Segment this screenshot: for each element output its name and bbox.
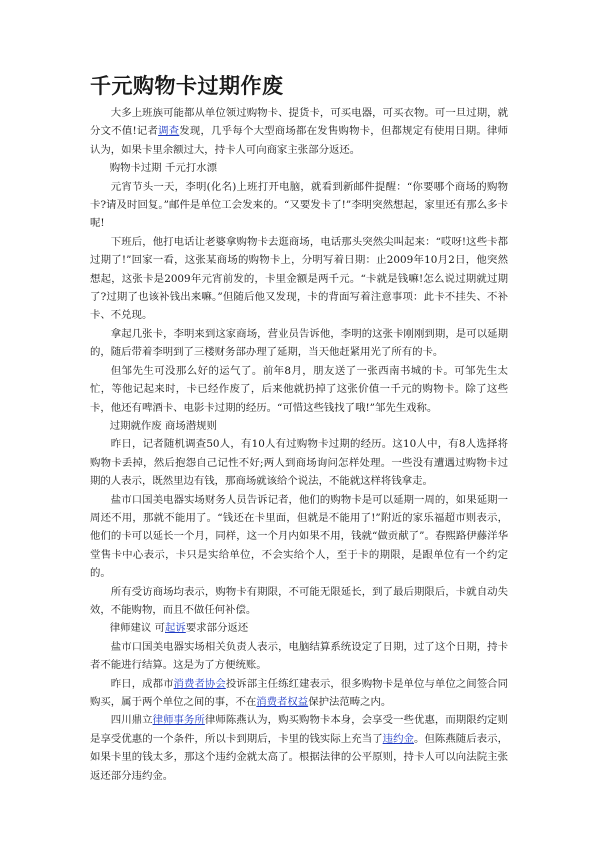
paragraph-text: 律师陈燕认为，购买购物卡本身，会享受一些优惠，而期限约定则是享受优惠的一个条件，所以卡到期后，卡里的钱实际上充当了: [90, 714, 509, 745]
paragraph-text: 律师建议 可: [109, 622, 166, 635]
body-paragraph: [90, 362, 508, 417]
paragraph-text: 保护法范畴之内。: [308, 696, 392, 708]
paragraph-text: 但邹先生可没那么好的运气了。前年8月，朋友送了一张西南书城的卡。可邹先生太忙，等他记起来时，卡已经作废了，后来他就扔掉了这张价值一千元的购物卡。除了这些卡，他还有啤酒卡、电影卡过期的经历。“可惜这些钱找了哦!”邹先生戏称。: [90, 364, 508, 414]
section-subheading: [90, 417, 508, 435]
paragraph-text: 过期就作废 商场潜规则: [109, 419, 217, 432]
section-subheading: [90, 619, 508, 637]
paragraph-text: 盐市口国美电器实场相关负责人表示，电脑结算系统设定了日期，过了这个日期，持卡者不能进行结算。这是为了方便统账。: [90, 640, 508, 672]
section-subheading: [90, 159, 508, 177]
article-title: 千元购物卡过期作废: [90, 74, 284, 98]
inline-keyword-link[interactable]: 律师事务所: [152, 714, 205, 727]
body-paragraph: [90, 638, 508, 675]
body-paragraph: [90, 178, 508, 233]
paragraph-text: 发现，几乎每个大型商场都在发售购物卡，但都规定有使用日期。律师认为，如果卡里余额过大，持卡人可向商家主张部分返还。: [90, 125, 509, 156]
body-paragraph: [90, 711, 508, 785]
body-paragraph: [90, 583, 508, 620]
paragraph-text: 元宵节头一天，李明(化名)上班打开电脑，就看到新邮件提醒：“你要哪个商场的购物卡?请及时回复。”邮件是单位工会发来的。“又要发卡了!”李明突然想起，家里还有那么多卡呢!: [90, 180, 508, 230]
inline-keyword-link[interactable]: 起诉: [165, 622, 186, 635]
paragraph-text: 所有受访商场均表示，购物卡有期限，不可能无限延长，到了最后期限后，卡就自动失效，不能购物，而且不做任何补偿。: [90, 585, 508, 616]
article-body: [90, 104, 508, 785]
paragraph-text: 盐市口国美电器实场财务人员告诉记者，他们的购物卡是可以延期一周的，如果延期一周还不用，那就不能用了。“钱还在卡里面，但就是不能用了!”附近的家乐福超市则表示，他们的卡可以延长一个月，同样，这一个月内如果不用，钱就“做贡献了”。春熙路伊藤洋华堂售卡中心表示，卡只是实给单位，不会实给个人，至于卡的期限，是跟单位有一个约定的。: [90, 493, 508, 580]
paragraph-text: 投诉部主任练红建表示，很多购物卡是单位与单位之间签合同购买，属于两个单位之间的事，不在: [90, 677, 509, 708]
body-paragraph: [90, 325, 508, 362]
document-page: [90, 72, 508, 785]
paragraph-text: 下班后，他打电话让老婆拿购物卡去逛商场，电话那头突然尖叫起来：“哎呀!这些卡都过期了!”回家一看，这张某商场的购物卡上，分明写着日期：止2009年10月2日，他突然想起，这张卡是2009年元宵前发的，卡里金额是两千元。“卡就是钱嘛!怎么说过期就过期了?过期了也该补钱出来嘛。”但随后他又发现，卡的背面写着注意事项：此卡不挂失、不补卡、不兑现。: [90, 235, 508, 322]
paragraph-text: 四川鼎立: [110, 714, 153, 727]
body-paragraph: [90, 233, 508, 325]
body-paragraph: [90, 675, 508, 712]
inline-keyword-link[interactable]: 违约金: [382, 732, 414, 745]
body-paragraph: [90, 435, 508, 490]
body-paragraph: [90, 491, 508, 583]
inline-keyword-link[interactable]: 消费者权益: [256, 696, 309, 708]
inline-keyword-link[interactable]: 调查: [158, 125, 180, 138]
paragraph-text: 要求部分返还: [185, 622, 249, 635]
body-paragraph: [90, 104, 508, 159]
inline-keyword-link[interactable]: 消费者协会: [173, 677, 226, 690]
paragraph-text: 昨日，成都市: [110, 677, 174, 690]
paragraph-text: 昨日，记者随机调查50人，有10人有过购物卡过期的经历。这10人中，有8人选择将购物卡丢掉，然后抱怨自己记性不好;两人到商场询问怎样处理。一些没有遭遇过购物卡过期的人表示，既然里边有钱，那商场就该给个说法，不能就这样将钱拿走。: [90, 438, 508, 488]
paragraph-text: 购物卡过期 千元打水漂: [109, 162, 217, 175]
paragraph-text: 。但陈燕随后表示，如果卡里的钱太多，那这个违约金就太高了。根据法律的公平原则，持卡人可以向法院主张返还部分违约金。: [90, 732, 509, 782]
paragraph-text: 大多上班族可能都从单位领过购物卡、提货卡，可买电器，可买衣物。可一旦过期，就分文不值!记者: [90, 107, 508, 138]
paragraph-text: 拿起几张卡，李明来到这家商场，营业员告诉他，李明的这张卡刚刚到期，是可以延期的，随后带着李明到了三楼财务部办理了延期，当天他赶紧用光了所有的卡。: [90, 327, 508, 359]
